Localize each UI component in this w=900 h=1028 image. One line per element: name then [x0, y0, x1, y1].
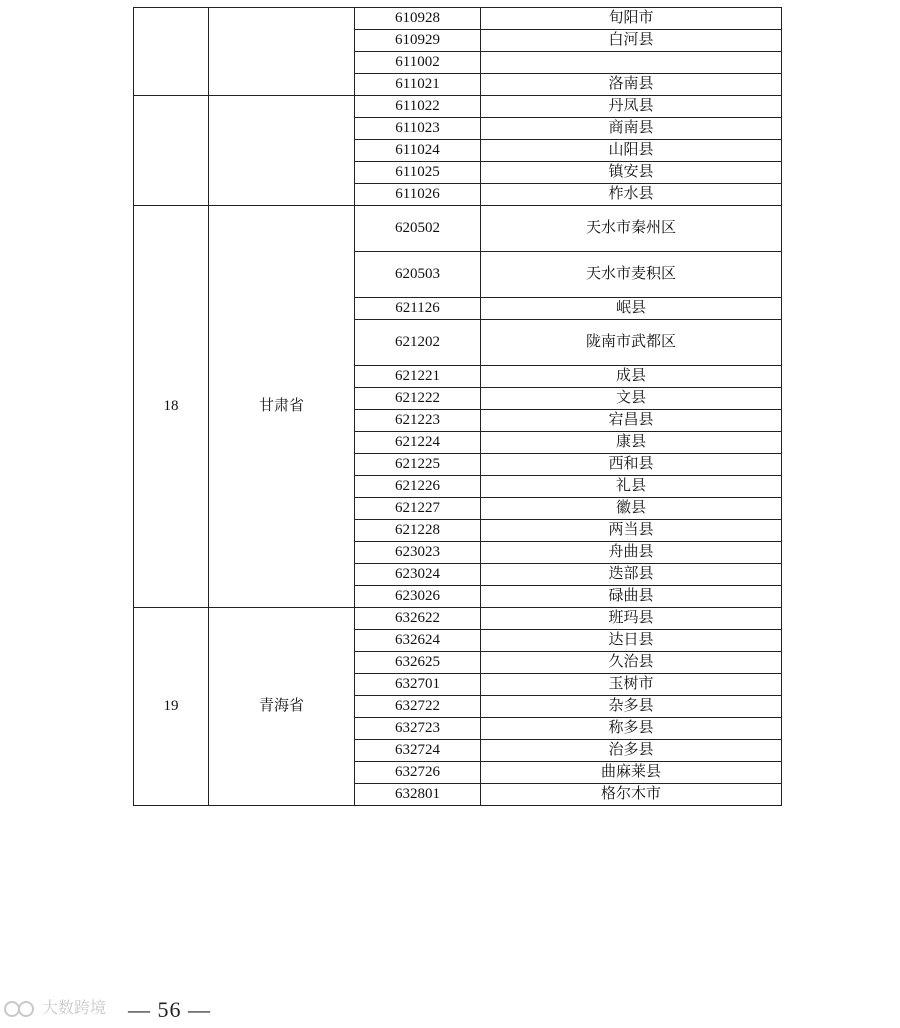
code-cell: 611022	[355, 96, 481, 118]
code-cell: 623023	[355, 542, 481, 564]
county-cell: 山阳县	[481, 140, 782, 162]
county-cell: 西和县	[481, 454, 782, 476]
county-cell: 陇南市武都区	[481, 320, 782, 366]
code-cell: 632726	[355, 762, 481, 784]
county-cell: 碌曲县	[481, 586, 782, 608]
code-cell: 611023	[355, 118, 481, 140]
code-cell: 632701	[355, 674, 481, 696]
code-cell: 632723	[355, 718, 481, 740]
code-cell: 620502	[355, 206, 481, 252]
county-cell: 杂多县	[481, 696, 782, 718]
table-row	[134, 8, 782, 30]
county-cell: 康县	[481, 432, 782, 454]
watermark-logo-icon	[4, 997, 38, 1017]
county-cell: 玉树市	[481, 674, 782, 696]
province-cell	[209, 96, 355, 206]
code-cell: 632624	[355, 630, 481, 652]
code-cell: 621202	[355, 320, 481, 366]
code-cell: 611025	[355, 162, 481, 184]
table-row	[134, 96, 782, 118]
code-cell: 623026	[355, 586, 481, 608]
county-cell: 柞水县	[481, 184, 782, 206]
code-cell: 621221	[355, 366, 481, 388]
code-cell: 621126	[355, 298, 481, 320]
county-cell: 两当县	[481, 520, 782, 542]
county-cell: 岷县	[481, 298, 782, 320]
code-cell: 621225	[355, 454, 481, 476]
county-cell-clipped	[481, 52, 782, 74]
county-cell: 洛南县	[481, 74, 782, 96]
index-cell	[134, 8, 209, 96]
code-cell: 632724	[355, 740, 481, 762]
code-cell: 632622	[355, 608, 481, 630]
code-cell: 610928	[355, 8, 481, 30]
province-cell	[209, 8, 355, 96]
code-cell: 621228	[355, 520, 481, 542]
watermark	[4, 995, 106, 1018]
county-cell: 商南县	[481, 118, 782, 140]
county-cell: 成县	[481, 366, 782, 388]
code-cell: 623024	[355, 564, 481, 586]
watermark-text: 大数跨境	[42, 998, 107, 1017]
county-cell: 礼县	[481, 476, 782, 498]
county-cell: 丹凤县	[481, 96, 782, 118]
county-cell: 舟曲县	[481, 542, 782, 564]
province-cell: 甘肃省	[209, 206, 355, 608]
code-cell: 621222	[355, 388, 481, 410]
county-cell: 天水市麦积区	[481, 252, 782, 298]
county-cell: 曲麻莱县	[481, 762, 782, 784]
province-cell: 青海省	[209, 608, 355, 806]
county-cell: 宕昌县	[481, 410, 782, 432]
county-cell: 称多县	[481, 718, 782, 740]
code-cell: 632625	[355, 652, 481, 674]
county-cell: 达日县	[481, 630, 782, 652]
county-cell: 迭部县	[481, 564, 782, 586]
code-cell: 621226	[355, 476, 481, 498]
index-cell	[134, 96, 209, 206]
county-cell: 徽县	[481, 498, 782, 520]
index-cell: 19	[134, 608, 209, 806]
county-cell: 治多县	[481, 740, 782, 762]
code-cell: 620503	[355, 252, 481, 298]
table-row	[134, 206, 782, 252]
page-number: — 56 —	[128, 997, 211, 1022]
code-cell: 611024	[355, 140, 481, 162]
county-cell: 格尔木市	[481, 784, 782, 806]
code-cell: 621227	[355, 498, 481, 520]
county-cell: 天水市秦州区	[481, 206, 782, 252]
table-row	[134, 608, 782, 630]
county-cell: 文县	[481, 388, 782, 410]
code-cell: 621223	[355, 410, 481, 432]
code-cell: 611026	[355, 184, 481, 206]
county-cell: 旬阳市	[481, 8, 782, 30]
county-cell: 久治县	[481, 652, 782, 674]
county-cell: 班玛县	[481, 608, 782, 630]
code-cell: 611002	[355, 52, 481, 74]
page-footer	[0, 995, 900, 1025]
code-cell: 621224	[355, 432, 481, 454]
code-cell: 611021	[355, 74, 481, 96]
code-cell: 632722	[355, 696, 481, 718]
county-cell: 白河县	[481, 30, 782, 52]
code-cell: 632801	[355, 784, 481, 806]
county-code-table	[133, 7, 782, 806]
county-cell: 镇安县	[481, 162, 782, 184]
index-cell: 18	[134, 206, 209, 608]
code-cell: 610929	[355, 30, 481, 52]
